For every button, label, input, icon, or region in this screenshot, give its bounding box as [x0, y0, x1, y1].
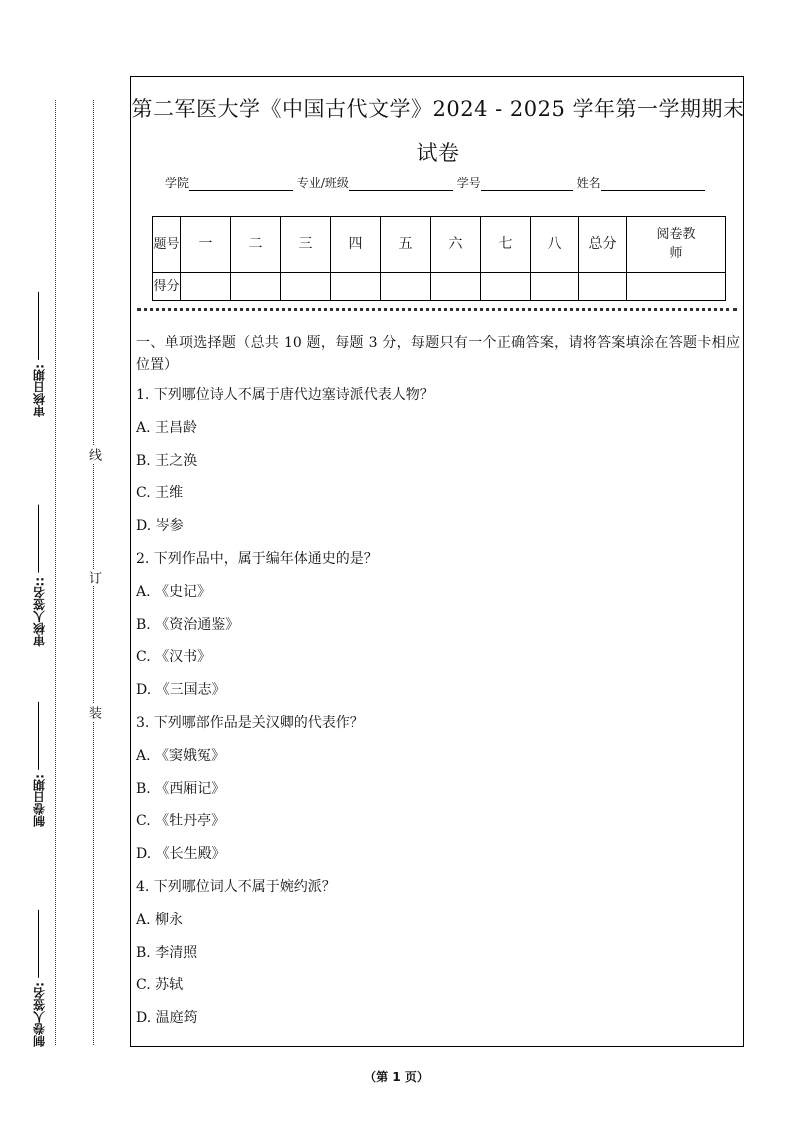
score-col-6: 六: [431, 217, 481, 273]
score-cell[interactable]: [181, 272, 231, 300]
option-d[interactable]: D. 《长生殿》: [136, 846, 226, 863]
question-text: 4. 下列哪位词人不属于婉约派？: [136, 878, 336, 895]
exam-title: 第二军医大学《中国古代文学》2024 - 2025 学年第一学期期末试卷: [131, 97, 745, 165]
question-text: 2. 下列作品中，属于编年体通史的是？: [136, 550, 378, 567]
dotted-separator: [137, 308, 737, 311]
score-cell[interactable]: [231, 272, 281, 300]
score-col-grader: 阅卷教师: [627, 217, 726, 273]
major-class-blank[interactable]: [349, 178, 453, 191]
info-label-student-id: 学号: [456, 176, 481, 190]
info-label-major-class: 专业/班级: [296, 176, 349, 190]
question-2: [136, 548, 740, 712]
question-4: [136, 876, 740, 1040]
info-label-college: 学院: [165, 176, 190, 190]
option-a[interactable]: A. 王昌龄: [136, 419, 198, 436]
score-col-1: 一: [181, 217, 231, 273]
paper-date-field[interactable]: [22, 702, 56, 827]
option-c[interactable]: C. 《汉书》: [136, 649, 212, 666]
score-header-label: 题号: [153, 217, 181, 273]
score-row-label: 得分: [153, 272, 181, 300]
paper-maker-signature-blank[interactable]: [39, 910, 40, 978]
binding-char-ding: 订: [86, 571, 101, 584]
review-date-blank[interactable]: [39, 292, 40, 360]
score-col-4: 四: [331, 217, 381, 273]
option-d[interactable]: D. 《三国志》: [136, 682, 226, 699]
student-id-blank[interactable]: [481, 178, 573, 191]
option-b[interactable]: B. 《西厢记》: [136, 780, 226, 797]
student-info-row: [165, 174, 725, 191]
reviewer-signature-label: 审核人签名::: [32, 577, 47, 647]
score-cell[interactable]: [579, 272, 627, 300]
option-b[interactable]: B. 《资治通鉴》: [136, 616, 240, 633]
reviewer-signature-blank[interactable]: [39, 505, 40, 573]
option-a[interactable]: A. 《窦娥冤》: [136, 747, 226, 764]
score-cell[interactable]: [431, 272, 481, 300]
review-date-field[interactable]: [22, 292, 56, 417]
score-table-score-row: [153, 272, 726, 300]
score-cell[interactable]: [531, 272, 579, 300]
exam-content: [136, 332, 740, 1040]
option-a[interactable]: A. 《史记》: [136, 583, 212, 600]
score-col-8: 八: [531, 217, 579, 273]
question-text: 1. 下列哪位诗人不属于唐代边塞诗派代表人物？: [136, 387, 434, 403]
name-blank[interactable]: [601, 178, 705, 191]
score-table: [152, 216, 726, 301]
binding-char-xian: 线: [86, 448, 101, 461]
paper-date-label: 制卷日期:: [32, 774, 47, 827]
section-heading: 一、单项选择题（总共 10 题，每题 3 分，每题只有一个正确答案，请将答案填涂在答题卡相应位置）: [136, 335, 740, 373]
paper-date-blank[interactable]: [39, 702, 40, 770]
paper-maker-signature-field[interactable]: [22, 910, 56, 1047]
binding-char-zhuang: 装: [86, 706, 101, 719]
score-table-header-row: [153, 217, 726, 273]
score-col-total: 总分: [579, 217, 627, 273]
score-cell[interactable]: [331, 272, 381, 300]
paper-maker-signature-label: 制卷人签名:: [32, 982, 47, 1047]
option-d[interactable]: D. 温庭筠: [136, 1010, 198, 1027]
score-cell[interactable]: [627, 272, 726, 300]
score-col-2: 二: [231, 217, 281, 273]
exam-frame: [130, 76, 744, 1047]
question-3: [136, 712, 740, 876]
option-c[interactable]: C. 苏轼: [136, 977, 184, 994]
option-b[interactable]: B. 李清照: [136, 944, 198, 961]
score-col-3: 三: [281, 217, 331, 273]
option-c[interactable]: C. 《牡丹亭》: [136, 813, 226, 830]
score-col-7: 七: [481, 217, 531, 273]
review-date-label: 审核日期:: [32, 364, 47, 417]
college-blank[interactable]: [189, 178, 293, 191]
page-number: （第 1 页）: [364, 1070, 429, 1084]
score-col-5: 五: [381, 217, 431, 273]
option-b[interactable]: B. 王之涣: [136, 452, 198, 469]
option-d[interactable]: D. 岑参: [136, 518, 184, 535]
info-label-name: 姓名: [576, 176, 601, 190]
score-cell[interactable]: [481, 272, 531, 300]
score-cell[interactable]: [281, 272, 331, 300]
question-1: [136, 384, 740, 548]
question-text: 3. 下列哪部作品是关汉卿的代表作？: [136, 714, 364, 731]
option-a[interactable]: A. 柳永: [136, 911, 184, 928]
option-c[interactable]: C. 王维: [136, 485, 184, 502]
reviewer-signature-field[interactable]: [22, 505, 56, 647]
score-cell[interactable]: [381, 272, 431, 300]
